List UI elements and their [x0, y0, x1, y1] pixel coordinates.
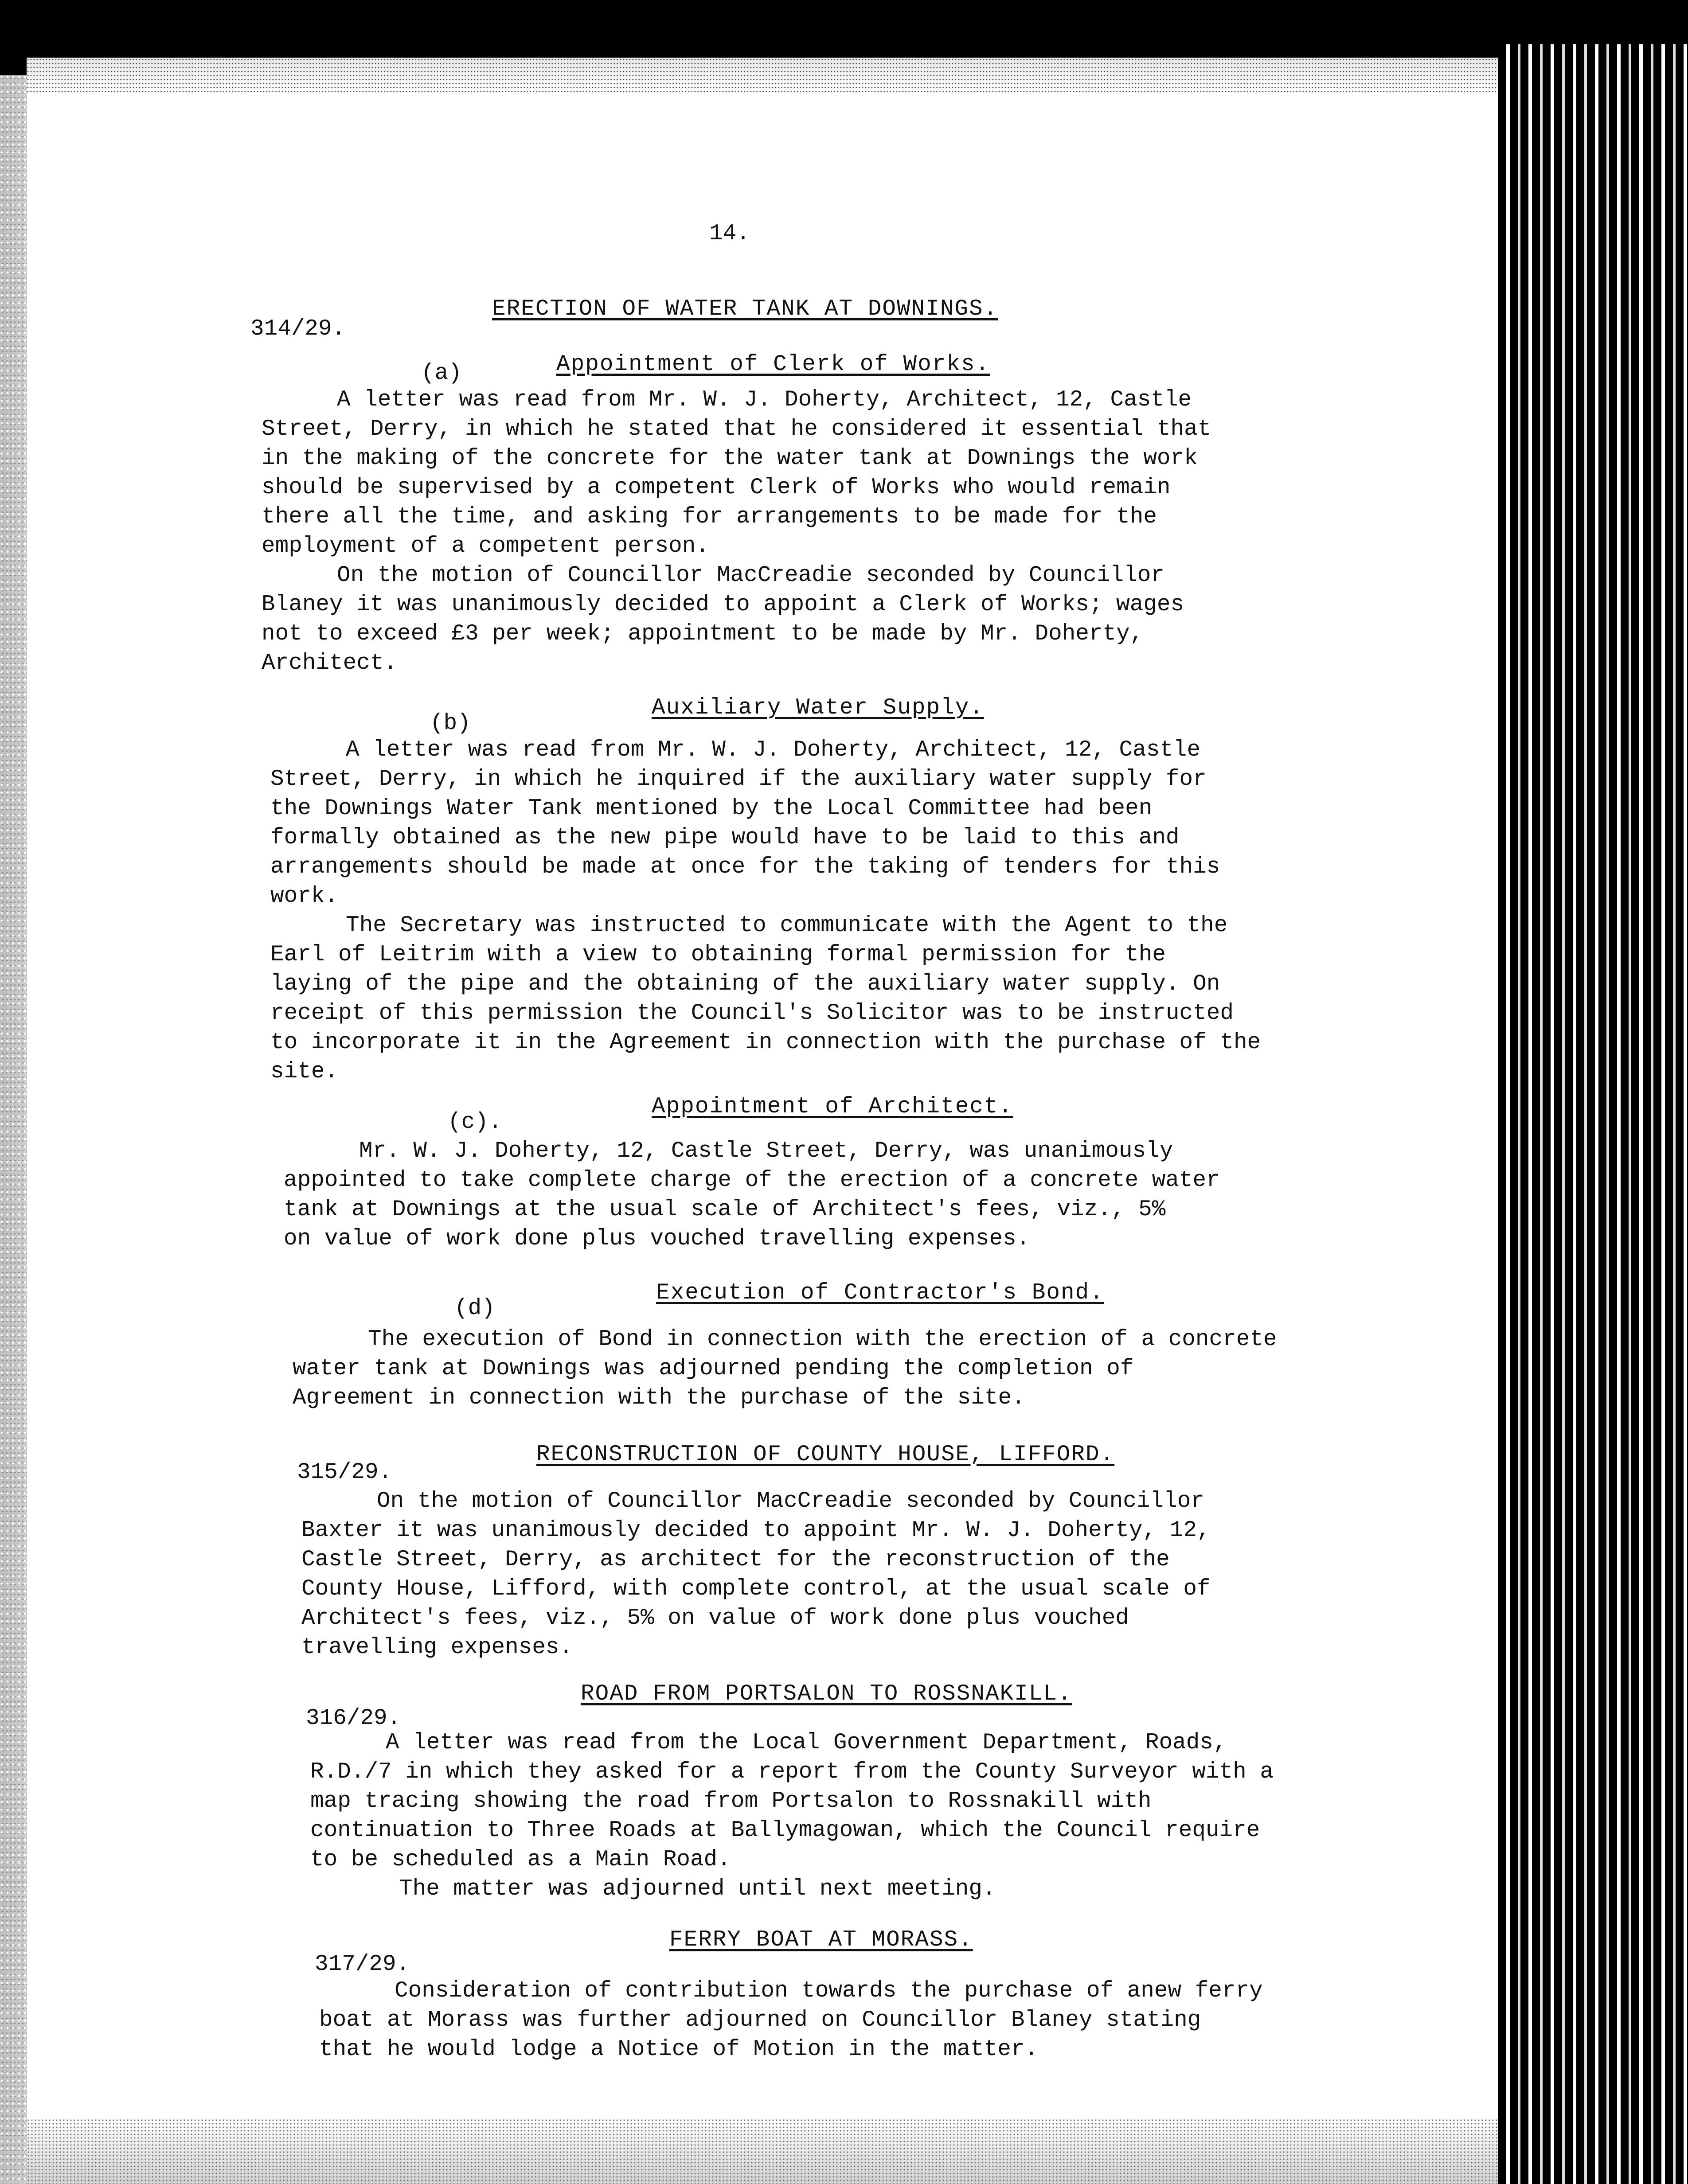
subsection-title-d: Execution of Contractor's Bond. — [656, 1280, 1104, 1306]
subsection-title-b: Auxiliary Water Supply. — [652, 695, 984, 721]
section-ref-314: 314/29. — [250, 316, 346, 342]
section-title-315: RECONSTRUCTION OF COUNTY HOUSE, LIFFORD. — [536, 1442, 1115, 1467]
text-line: to be scheduled as a Main Road. — [310, 1847, 731, 1872]
subsection-label-b: (b) — [430, 711, 471, 736]
paragraph-317 — [319, 1977, 1263, 2064]
text-line: Architect. — [262, 651, 398, 676]
text-line: R.D./7 in which they asked for a report from the County Surveyor with a — [310, 1759, 1274, 1785]
text-line: receipt of this permission the Council's Solicitor was to be instructed — [270, 1001, 1234, 1026]
paragraph-d1 — [293, 1325, 1277, 1413]
text-line: laying of the pipe and the obtaining of the auxiliary water supply. On — [270, 971, 1220, 997]
text-line: A letter was read from the Local Government Department, Roads, — [386, 1730, 1227, 1755]
paragraph-b1 — [270, 736, 1220, 911]
text-line: that he would lodge a Notice of Motion in the matter. — [319, 2037, 1039, 2062]
text-line: The Secretary was instructed to communicate with the Agent to the — [346, 913, 1228, 938]
text-line: not to exceed £3 per week; appointment to be made by Mr. Doherty, — [262, 621, 1144, 647]
text-line: water tank at Downings was adjourned pending the completion of — [293, 1356, 1134, 1381]
text-line: The matter was adjourned until next meeting. — [399, 1876, 996, 1902]
paragraph-a2 — [262, 561, 1184, 678]
section-ref-316: 316/29. — [306, 1706, 401, 1731]
text-line: the Downings Water Tank mentioned by the Local Committee had been — [270, 796, 1153, 821]
text-line: there all the time, and asking for arrangements to be made for the — [262, 504, 1157, 530]
text-line: tank at Downings at the usual scale of Architect's fees, viz., 5% — [284, 1197, 1166, 1222]
text-line: formally obtained as the new pipe would have to be laid to this and — [270, 825, 1180, 850]
paragraph-c1 — [284, 1137, 1220, 1254]
text-line: boat at Morass was further adjourned on Councillor Blaney stating — [319, 2008, 1201, 2033]
text-line: on value of work done plus vouched travelling expenses. — [284, 1226, 1030, 1252]
subsection-label-c: (c). — [448, 1110, 502, 1135]
subsection-title-c: Appointment of Architect. — [652, 1094, 1013, 1119]
text-line: On the motion of Councillor MacCreadie seconded by Councillor — [337, 563, 1164, 588]
text-line: Street, Derry, in which he inquired if the auxiliary water supply for — [270, 767, 1207, 792]
text-line: should be supervised by a competent Clerk of Works who would remain — [262, 475, 1171, 500]
text-line: map tracing showing the road from Portsalon to Rossnakill with — [310, 1789, 1152, 1814]
text-line: Agreement in connection with the purchase of the site. — [293, 1385, 1025, 1411]
text-line: employment of a competent person. — [262, 534, 709, 559]
text-line: A letter was read from Mr. W. J. Doherty, Architect, 12, Castle — [337, 387, 1192, 413]
paragraph-315 — [301, 1487, 1211, 1662]
text-line: site. — [270, 1059, 339, 1084]
section-ref-317: 317/29. — [315, 1952, 410, 1977]
text-line: travelling expenses. — [301, 1635, 573, 1660]
text-line: continuation to Three Roads at Ballymagowan, which the Council require — [310, 1818, 1260, 1843]
paragraph-a1 — [262, 386, 1211, 561]
subsection-label-a: (a) — [421, 361, 462, 386]
section-title-316: ROAD FROM PORTSALON TO ROSSNAKILL. — [581, 1681, 1072, 1707]
text-line: to incorporate it in the Agreement in connection with the purchase of the — [270, 1030, 1261, 1055]
text-line: in the making of the concrete for the water tank at Downings the work — [262, 446, 1198, 471]
text-line: appointed to take complete charge of the erection of a concrete water — [284, 1168, 1220, 1193]
section-ref-315: 315/29. — [297, 1460, 392, 1485]
text-line: Baxter it was unanimously decided to appoint Mr. W. J. Doherty, 12, — [301, 1518, 1211, 1543]
text-line: County House, Lifford, with complete control, at the usual scale of — [301, 1576, 1211, 1602]
text-line: Architect's fees, viz., 5% on value of work done plus vouched — [301, 1606, 1129, 1631]
text-line: Earl of Leitrim with a view to obtaining formal permission for the — [270, 942, 1166, 967]
scan-edge-bottom — [27, 2118, 1498, 2184]
text-line: Street, Derry, in which he stated that he considered it essential that — [262, 417, 1211, 442]
text-line: The execution of Bond in connection with the erection of a concrete — [368, 1327, 1277, 1352]
text-line: On the motion of Councillor MacCreadie seconded by Councillor — [377, 1489, 1204, 1514]
section-title-317: FERRY BOAT AT MORASS. — [669, 1927, 973, 1953]
text-line: A letter was read from Mr. W. J. Doherty, Architect, 12, Castle — [346, 737, 1201, 763]
text-line: work. — [270, 884, 339, 909]
page-stack-edges — [1498, 44, 1688, 2184]
text-line: arrangements should be made at once for the taking of tenders for this — [270, 854, 1220, 880]
scan-edge-top — [27, 58, 1498, 93]
text-line: Consideration of contribution towards the purchase of anew ferry — [395, 1978, 1263, 2004]
subsection-label-d: (d) — [454, 1296, 495, 1321]
text-line: Blaney it was unanimously decided to appoint a Clerk of Works; wages — [262, 592, 1184, 617]
paragraph-b2 — [270, 911, 1261, 1087]
paragraph-316-1 — [310, 1728, 1274, 1875]
text-line: Mr. W. J. Doherty, 12, Castle Street, Derry, was unanimously — [359, 1139, 1173, 1164]
section-title-314: ERECTION OF WATER TANK AT DOWNINGS. — [492, 296, 998, 322]
paragraph-316-2 — [310, 1875, 996, 1904]
page-number: 14. — [709, 221, 750, 246]
text-line: Castle Street, Derry, as architect for the reconstruction of the — [301, 1547, 1170, 1572]
subsection-title-a: Appointment of Clerk of Works. — [556, 352, 990, 377]
